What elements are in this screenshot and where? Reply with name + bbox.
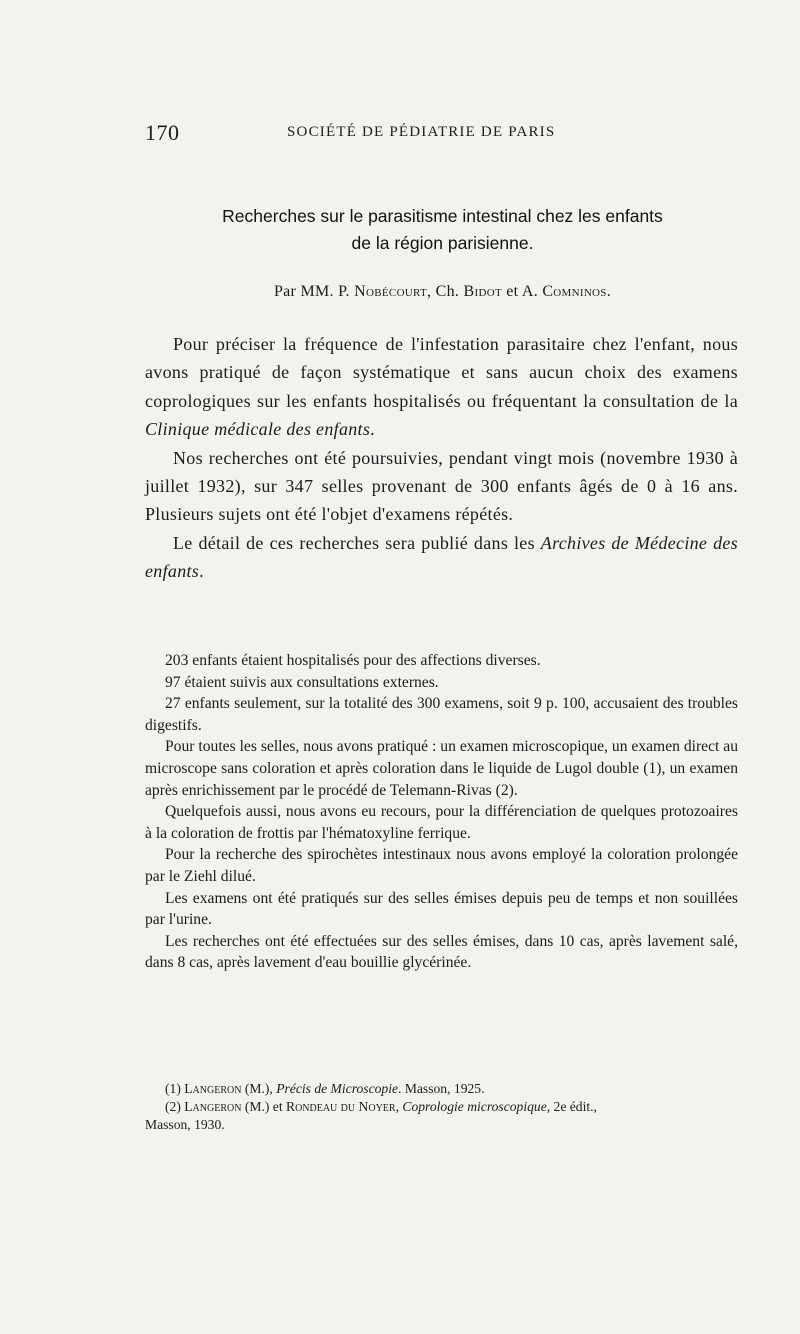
footnote-2: (2) Langeron (M.) et Rondeau du Noyer, Coprologie microscopique, 2e édit., xyxy=(165,1099,597,1114)
author-name: Bidot xyxy=(463,283,502,300)
journal-title: SOCIÉTÉ DE PÉDIATRIE DE PARIS xyxy=(287,124,556,140)
paragraph: Nos recherches ont été poursuivies, pendant vingt mois (novembre 1930 à juillet 1932), sur 347 selles provenant de 300 enfants âgés de 0 à 16 ans. Plusieurs sujets ont été l'objet d'examens répétés. xyxy=(145,447,738,525)
page-number: 170 xyxy=(145,120,180,145)
footnote-2-continuation: Masson, 1930. xyxy=(145,1117,225,1132)
authors-separator: et A. xyxy=(501,283,543,300)
emphasis: Archives de Médecine des enfants xyxy=(145,532,738,582)
footnote-1: (1) Langeron (M.), Précis de Microscopie. Masson, 1925. xyxy=(165,1081,485,1096)
paragraph: 27 enfants seulement, sur la totalité des 300 examens, soit 9 p. 100, accusaient des troubles digestifs. xyxy=(145,695,738,734)
author-name: Nobécourt xyxy=(354,283,428,300)
paragraph: Les examens ont été pratiqués sur des selles émises depuis peu de temps et non souillées par l'urine. xyxy=(145,889,738,929)
authors-end: . xyxy=(606,283,612,300)
title-line-1: Recherches sur le parasitisme intestinal chez les enfants xyxy=(222,206,663,226)
paragraph: 97 étaient suivis aux consultations externes. xyxy=(165,673,439,691)
authors-prefix: Par MM. P. xyxy=(273,283,355,300)
title-line-2: de la région parisienne. xyxy=(351,233,534,253)
authors-separator: , Ch. xyxy=(427,283,464,300)
paragraph: Quelquefois aussi, nous avons eu recours, pour la différenciation de quelques protozoaires à la coloration de frottis par l'hématoxyline ferrique. xyxy=(145,803,738,842)
article-title xyxy=(145,203,740,257)
paragraph: Pour la recherche des spirochètes intestinaux nous avons employé la coloration prolongée par le Ziehl dilué. xyxy=(145,846,738,885)
paragraph: 203 enfants étaient hospitalisés pour des affections diverses. xyxy=(165,652,541,669)
emphasis: Clinique médicale des enfants xyxy=(145,419,371,440)
authors-line xyxy=(145,283,740,301)
paragraph: Le détail de ces recherches sera publié dans les Archives de Médecine des enfants. xyxy=(145,532,738,582)
paragraph: Pour toutes les selles, nous avons pratiqué : un examen microscopique, un examen direct au microscope sans coloration et après coloration dans le liquide de Lugol double (1), un examen après enrichissement par le procédé de Telemann-Rivas (2). xyxy=(145,738,738,799)
footnotes xyxy=(145,1080,738,1134)
paragraph: Les recherches ont été effectuées sur des selles émises, dans 10 cas, après lavement salé, dans 8 cas, après lavement d'eau bouillie glycérinée. xyxy=(145,932,738,972)
intro-text xyxy=(145,330,738,586)
paragraph: Pour préciser la fréquence de l'infestation parasitaire chez l'enfant, nous avons pratiqué de façon systématique et sans aucun choix des examens coprologiques sur les enfants hospitalisés ou fréquentant la consultation de la Clinique médicale des enfants. xyxy=(145,334,738,440)
author-name: Comninos xyxy=(542,283,607,300)
methods-text xyxy=(145,650,738,974)
